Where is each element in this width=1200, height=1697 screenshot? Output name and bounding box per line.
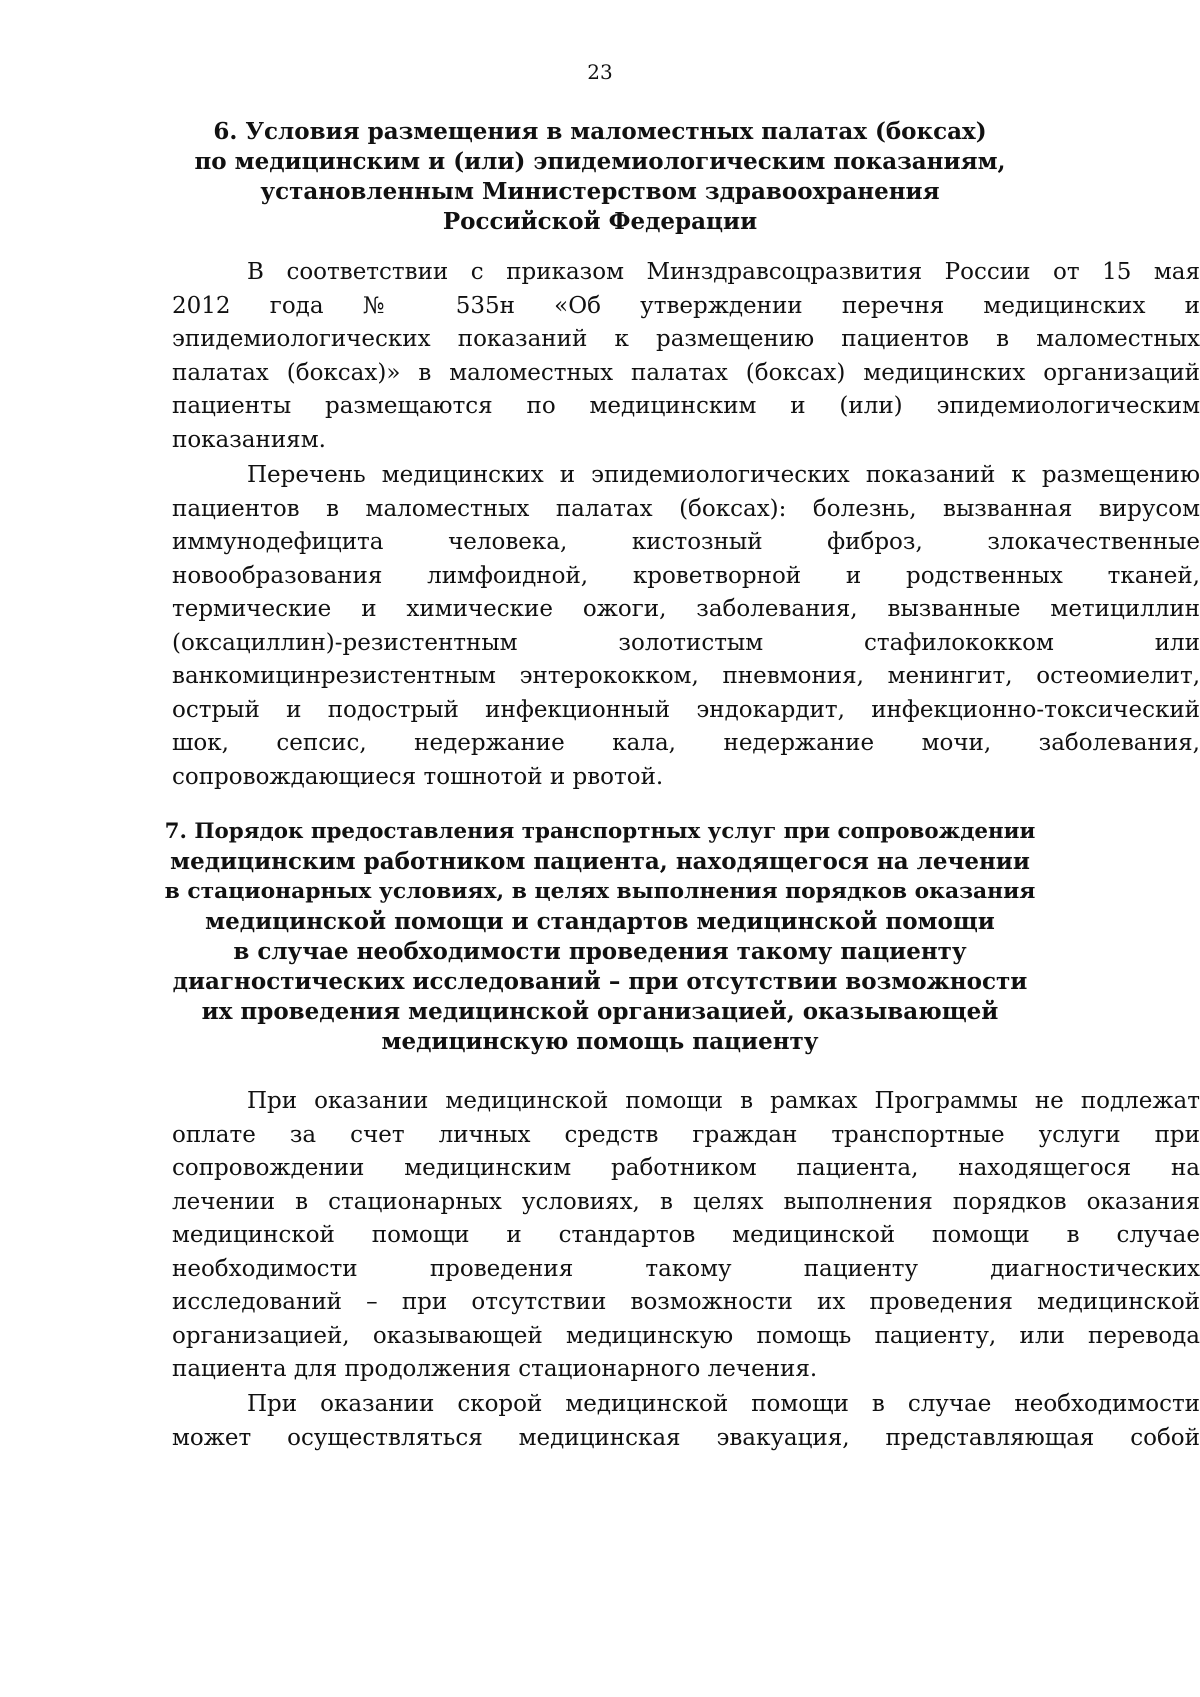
paragraph-line: исследований – при отсутствии возможности их проведения медицинской [172,1289,1200,1315]
paragraph-line: показаниям. [172,426,326,453]
heading-line: по медицинским и (или) эпидемиологическим показаниям, [194,148,1006,175]
section-6-paragraph-1 [172,256,1200,457]
heading-line: их проведения медицинской организацией, оказывающей [201,998,999,1025]
paragraph-line: В соответствии с приказом Минздравсоцразвития России от 15 мая [247,259,1200,285]
paragraph-line: иммунодефицита человека, кистозный фиброз, злокачественные [172,529,1200,555]
page-number: 23 [587,60,613,84]
paragraph-line: пациенты размещаются по медицинским и (или) эпидемиологическим [172,393,1200,419]
heading-line: в случае необходимости проведения такому пациенту [233,938,967,965]
paragraph-line: Перечень медицинских и эпидемиологических показаний к размещению [247,462,1200,488]
heading-line: медицинскую помощь пациенту [381,1028,819,1055]
paragraph-line: термические и химические ожоги, заболевания, вызванные метициллин [172,596,1200,622]
paragraph-line: ванкомицинрезистентным энтерококком, пневмония, менингит, остеомиелит, [172,663,1200,689]
section-7-paragraph-2 [172,1388,1200,1455]
paragraph-line: (оксациллин)-резистентным золотистым стафилококком или [172,629,1200,656]
heading-line: установленным Министерством здравоохранения [260,178,940,205]
section-7-heading [160,817,1040,1057]
paragraph-line: пациента для продолжения стационарного лечения. [172,1356,818,1382]
heading-line: 7. Порядок предоставления транспортных услуг при сопровождении [164,819,1036,844]
heading-line: Российской Федерации [442,208,758,235]
paragraph-line: лечении в стационарных условиях, в целях выполнения порядков оказания [172,1188,1200,1215]
paragraph-line: эпидемиологических показаний к размещению пациентов в маломестных [172,326,1200,352]
paragraph-line: может осуществляться медицинская эвакуация, представляющая собой [172,1424,1200,1451]
paragraph-line: организацией, оказывающей медицинскую помощь пациенту, или перевода [172,1322,1200,1349]
paragraph-line: пациентов в маломестных палатах (боксах): болезнь, вызванная вирусом [172,495,1200,522]
paragraph-line: оплате за счет личных средств граждан транспортные услуги при [172,1121,1200,1148]
section-6-paragraph-2 [172,459,1200,794]
paragraph-line: сопровождении медицинским работником пациента, находящегося на [172,1155,1200,1181]
paragraph-line: сопровождающиеся тошнотой и рвотой. [172,763,664,790]
section-7-paragraph-1 [172,1085,1200,1387]
paragraph-line: шок, сепсис, недержание кала, недержание мочи, заболевания, [172,730,1200,756]
heading-line: диагностических исследований – при отсутствии возможности [172,968,1028,995]
paragraph-line: медицинской помощи и стандартов медицинской помощи в случае [172,1222,1200,1248]
paragraph-line: При оказании медицинской помощи в рамках Программы не подлежат [247,1088,1200,1114]
heading-line: медицинской помощи и стандартов медицинской помощи [205,908,995,935]
heading-line: в стационарных условиях, в целях выполнения порядков оказания [164,879,1036,904]
heading-line: медицинским работником пациента, находящегося на лечении [170,848,1030,875]
paragraph-line: При оказании скорой медицинской помощи в случае необходимости [247,1391,1200,1417]
heading-line: 6. Условия размещения в маломестных палатах (боксах) [213,118,987,145]
paragraph-line: новообразования лимфоидной, кроветворной и родственных тканей, [172,562,1200,589]
paragraph-line: необходимости проведения такому пациенту диагностических [172,1255,1200,1282]
paragraph-line: палатах (боксах)» в маломестных палатах (боксах) медицинских организаций [172,359,1200,386]
paragraph-line: 2012 года № 535н «Об утверждении перечня медицинских и [172,292,1200,319]
section-6-heading [160,117,1040,237]
paragraph-line: острый и подострый инфекционный эндокардит, инфекционно-токсический [172,696,1200,723]
